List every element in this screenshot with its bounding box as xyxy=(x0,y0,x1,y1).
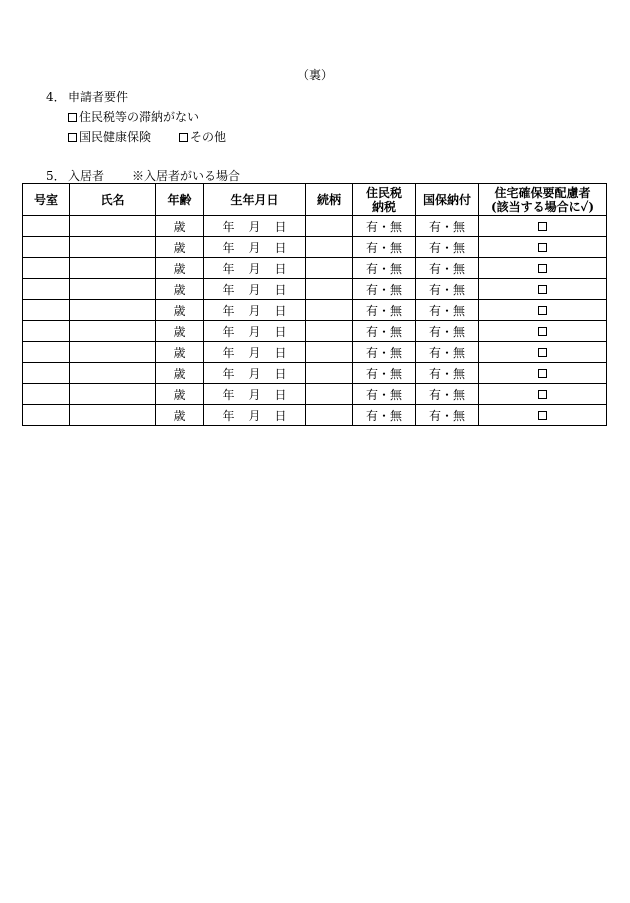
care-cell xyxy=(479,237,607,258)
tax-cell[interactable] xyxy=(353,258,416,279)
day-unit: 日 xyxy=(274,240,287,255)
insurance-choice: 有・無 xyxy=(428,324,465,339)
birthdate-cell[interactable] xyxy=(204,237,306,258)
name-cell[interactable] xyxy=(70,237,156,258)
header-tax xyxy=(353,184,416,216)
page-label: （裏） xyxy=(296,68,333,82)
age-unit: 歳 xyxy=(173,366,186,381)
tax-cell[interactable] xyxy=(353,384,416,405)
insurance-choice: 有・無 xyxy=(428,303,465,318)
room-cell[interactable] xyxy=(23,384,70,405)
care-checkbox[interactable] xyxy=(538,411,547,420)
year-unit: 年 xyxy=(222,261,235,276)
birthdate-cell[interactable] xyxy=(204,216,306,237)
care-cell xyxy=(479,384,607,405)
age-unit: 歳 xyxy=(173,324,186,339)
care-checkbox[interactable] xyxy=(538,348,547,357)
care-cell xyxy=(479,342,607,363)
name-cell[interactable] xyxy=(70,321,156,342)
name-cell[interactable] xyxy=(70,258,156,279)
year-unit: 年 xyxy=(222,282,235,297)
year-unit: 年 xyxy=(222,240,235,255)
room-cell[interactable] xyxy=(23,216,70,237)
birthdate-cell[interactable] xyxy=(204,279,306,300)
tax-cell[interactable] xyxy=(353,405,416,426)
day-unit: 日 xyxy=(274,324,287,339)
day-unit: 日 xyxy=(274,366,287,381)
care-checkbox[interactable] xyxy=(538,390,547,399)
section5-title: 入居者 xyxy=(68,169,105,183)
insurance-cell[interactable] xyxy=(416,279,479,300)
month-unit: 月 xyxy=(248,345,261,360)
room-cell[interactable] xyxy=(23,342,70,363)
tax-choice: 有・無 xyxy=(365,408,402,423)
tax-cell[interactable] xyxy=(353,237,416,258)
table-row xyxy=(23,384,607,405)
tax-choice: 有・無 xyxy=(365,303,402,318)
room-cell[interactable] xyxy=(23,258,70,279)
insurance-cell[interactable] xyxy=(416,216,479,237)
care-checkbox[interactable] xyxy=(538,327,547,336)
table-row xyxy=(23,279,607,300)
table-row xyxy=(23,237,607,258)
insurance-choice: 有・無 xyxy=(428,219,465,234)
room-cell[interactable] xyxy=(23,300,70,321)
room-cell[interactable] xyxy=(23,363,70,384)
relation-cell[interactable] xyxy=(306,216,353,237)
birthdate-cell[interactable] xyxy=(204,258,306,279)
birthdate-cell[interactable] xyxy=(204,300,306,321)
age-cell[interactable] xyxy=(156,321,204,342)
age-cell[interactable] xyxy=(156,237,204,258)
care-cell xyxy=(479,363,607,384)
table-row xyxy=(23,321,607,342)
age-cell[interactable] xyxy=(156,216,204,237)
year-unit: 年 xyxy=(222,219,235,234)
month-unit: 月 xyxy=(248,240,261,255)
table-row xyxy=(23,258,607,279)
birthdate-cell[interactable] xyxy=(204,363,306,384)
insurance-cell[interactable] xyxy=(416,258,479,279)
birthdate-cell[interactable] xyxy=(204,405,306,426)
header-tax-line1: 住民税 xyxy=(365,185,402,200)
room-cell[interactable] xyxy=(23,279,70,300)
header-name: 氏名 xyxy=(70,184,156,216)
age-cell[interactable] xyxy=(156,300,204,321)
tax-paid-label: 住民税等の滞納がない xyxy=(79,110,200,124)
section5-number: 5． xyxy=(46,169,66,183)
insurance-choice: 有・無 xyxy=(428,345,465,360)
age-unit: 歳 xyxy=(173,408,186,423)
year-unit: 年 xyxy=(222,324,235,339)
insurance-choice: 有・無 xyxy=(428,240,465,255)
age-cell[interactable] xyxy=(156,342,204,363)
relation-cell[interactable] xyxy=(306,363,353,384)
other-checkbox[interactable] xyxy=(179,133,188,142)
tax-choice: 有・無 xyxy=(365,219,402,234)
header-care-line1: 住宅確保要配慮者 xyxy=(494,185,591,200)
residents-table xyxy=(22,183,607,426)
care-cell xyxy=(479,279,607,300)
day-unit: 日 xyxy=(274,408,287,423)
health-insurance-label: 国民健康保険 xyxy=(79,130,152,144)
year-unit: 年 xyxy=(222,345,235,360)
care-checkbox[interactable] xyxy=(538,306,547,315)
header-room: 号室 xyxy=(23,184,70,216)
name-cell[interactable] xyxy=(70,300,156,321)
insurance-choice: 有・無 xyxy=(428,282,465,297)
month-unit: 月 xyxy=(248,219,261,234)
section4-option-row-2 xyxy=(68,128,226,145)
section4-number: 4． xyxy=(46,90,66,104)
room-cell[interactable] xyxy=(23,321,70,342)
relation-cell[interactable] xyxy=(306,279,353,300)
insurance-choice: 有・無 xyxy=(428,261,465,276)
table-header-row xyxy=(23,184,607,216)
age-unit: 歳 xyxy=(173,219,186,234)
age-cell[interactable] xyxy=(156,279,204,300)
tax-cell[interactable] xyxy=(353,321,416,342)
tax-cell[interactable] xyxy=(353,216,416,237)
tax-choice: 有・無 xyxy=(365,345,402,360)
relation-cell[interactable] xyxy=(306,300,353,321)
table-row xyxy=(23,405,607,426)
birthdate-cell[interactable] xyxy=(204,321,306,342)
day-unit: 日 xyxy=(274,219,287,234)
room-cell[interactable] xyxy=(23,405,70,426)
room-cell[interactable] xyxy=(23,237,70,258)
name-cell[interactable] xyxy=(70,279,156,300)
table-row xyxy=(23,300,607,321)
header-age: 年齢 xyxy=(156,184,204,216)
header-relation: 続柄 xyxy=(306,184,353,216)
insurance-cell[interactable] xyxy=(416,321,479,342)
care-cell xyxy=(479,405,607,426)
month-unit: 月 xyxy=(248,261,261,276)
month-unit: 月 xyxy=(248,303,261,318)
insurance-cell[interactable] xyxy=(416,237,479,258)
month-unit: 月 xyxy=(248,282,261,297)
insurance-cell[interactable] xyxy=(416,384,479,405)
year-unit: 年 xyxy=(222,303,235,318)
name-cell[interactable] xyxy=(70,216,156,237)
name-cell[interactable] xyxy=(70,405,156,426)
age-unit: 歳 xyxy=(173,282,186,297)
insurance-choice: 有・無 xyxy=(428,408,465,423)
care-checkbox[interactable] xyxy=(538,285,547,294)
age-cell[interactable] xyxy=(156,384,204,405)
month-unit: 月 xyxy=(248,324,261,339)
care-cell xyxy=(479,258,607,279)
care-checkbox[interactable] xyxy=(538,222,547,231)
header-care xyxy=(479,184,607,216)
header-care-line2: (該当する場合に✓) xyxy=(490,199,595,214)
care-cell xyxy=(479,321,607,342)
care-checkbox[interactable] xyxy=(538,369,547,378)
name-cell[interactable] xyxy=(70,384,156,405)
year-unit: 年 xyxy=(222,408,235,423)
year-unit: 年 xyxy=(222,387,235,402)
section4-title: 申請者要件 xyxy=(68,90,129,104)
insurance-choice: 有・無 xyxy=(428,387,465,402)
tax-paid-checkbox[interactable] xyxy=(68,113,77,122)
section5-note: ※入居者がいる場合 xyxy=(132,169,241,183)
relation-cell[interactable] xyxy=(306,342,353,363)
month-unit: 月 xyxy=(248,408,261,423)
tax-choice: 有・無 xyxy=(365,240,402,255)
insurance-choice: 有・無 xyxy=(428,366,465,381)
tax-choice: 有・無 xyxy=(365,261,402,276)
relation-cell[interactable] xyxy=(306,258,353,279)
age-unit: 歳 xyxy=(173,345,186,360)
section4-option-row-1 xyxy=(68,108,199,125)
month-unit: 月 xyxy=(248,387,261,402)
day-unit: 日 xyxy=(274,261,287,276)
day-unit: 日 xyxy=(274,303,287,318)
table-row xyxy=(23,363,607,384)
header-birthdate: 生年月日 xyxy=(204,184,306,216)
care-cell xyxy=(479,216,607,237)
relation-cell[interactable] xyxy=(306,384,353,405)
relation-cell[interactable] xyxy=(306,237,353,258)
age-unit: 歳 xyxy=(173,261,186,276)
tax-cell[interactable] xyxy=(353,300,416,321)
name-cell[interactable] xyxy=(70,342,156,363)
section4-heading xyxy=(46,88,128,105)
month-unit: 月 xyxy=(248,366,261,381)
birthdate-cell[interactable] xyxy=(204,342,306,363)
relation-cell[interactable] xyxy=(306,321,353,342)
insurance-cell[interactable] xyxy=(416,363,479,384)
tax-choice: 有・無 xyxy=(365,324,402,339)
tax-choice: 有・無 xyxy=(365,366,402,381)
age-unit: 歳 xyxy=(173,303,186,318)
age-unit: 歳 xyxy=(173,387,186,402)
birthdate-cell[interactable] xyxy=(204,384,306,405)
insurance-cell[interactable] xyxy=(416,300,479,321)
tax-choice: 有・無 xyxy=(365,387,402,402)
age-cell[interactable] xyxy=(156,258,204,279)
care-checkbox[interactable] xyxy=(538,264,547,273)
age-cell[interactable] xyxy=(156,405,204,426)
other-label: その他 xyxy=(190,130,227,144)
section5-heading xyxy=(46,167,240,184)
table-row xyxy=(23,342,607,363)
header-insurance: 国保納付 xyxy=(416,184,479,216)
care-cell xyxy=(479,300,607,321)
header-tax-line2: 納税 xyxy=(371,199,396,214)
day-unit: 日 xyxy=(274,345,287,360)
tax-cell[interactable] xyxy=(353,342,416,363)
tax-choice: 有・無 xyxy=(365,282,402,297)
insurance-cell[interactable] xyxy=(416,405,479,426)
health-insurance-checkbox[interactable] xyxy=(68,133,77,142)
day-unit: 日 xyxy=(274,282,287,297)
care-checkbox[interactable] xyxy=(538,243,547,252)
relation-cell[interactable] xyxy=(306,405,353,426)
name-cell[interactable] xyxy=(70,363,156,384)
age-unit: 歳 xyxy=(173,240,186,255)
insurance-cell[interactable] xyxy=(416,342,479,363)
year-unit: 年 xyxy=(222,366,235,381)
table-row xyxy=(23,216,607,237)
tax-cell[interactable] xyxy=(353,279,416,300)
age-cell[interactable] xyxy=(156,363,204,384)
day-unit: 日 xyxy=(274,387,287,402)
tax-cell[interactable] xyxy=(353,363,416,384)
